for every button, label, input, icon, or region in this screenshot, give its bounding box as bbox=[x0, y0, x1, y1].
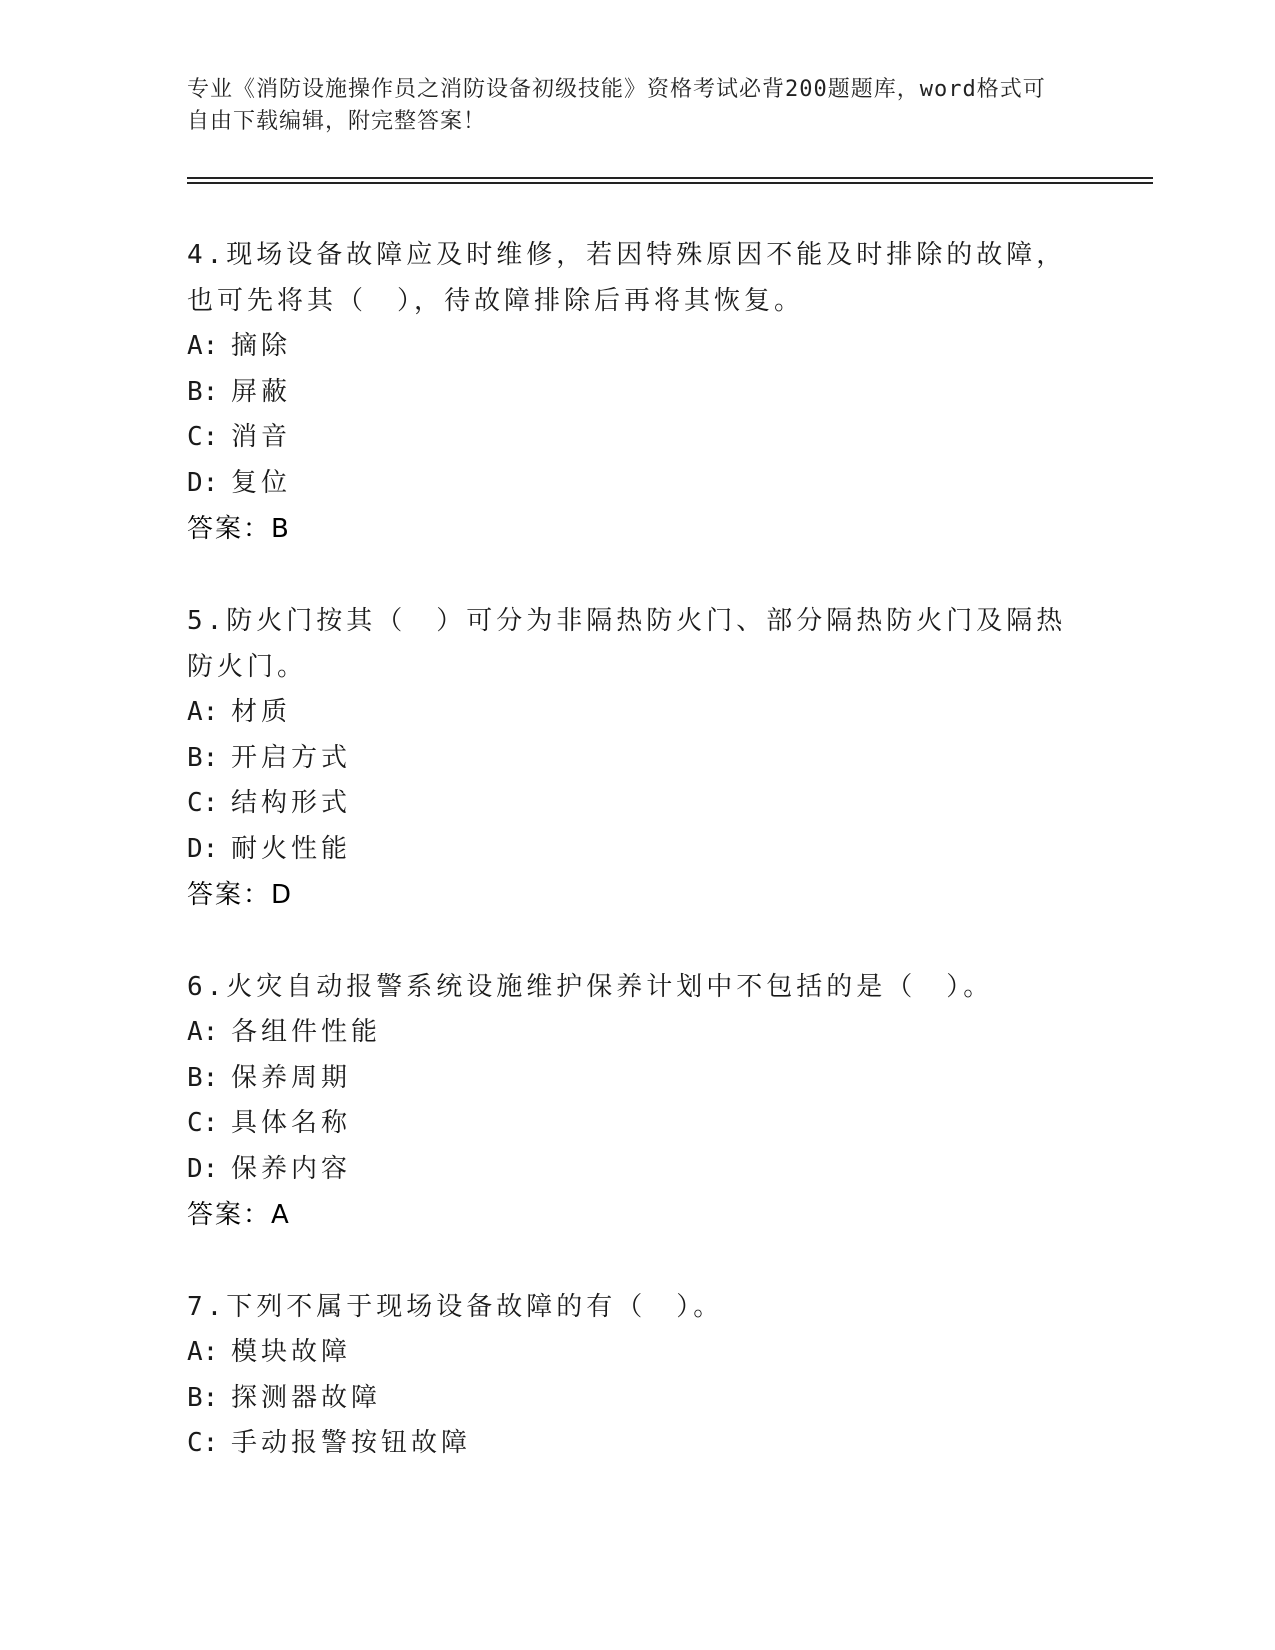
option-key: A: bbox=[187, 331, 219, 361]
question-item bbox=[187, 232, 1067, 552]
question-option bbox=[187, 1101, 1067, 1147]
question-item bbox=[187, 598, 1067, 918]
question-option bbox=[187, 324, 1067, 370]
question-option bbox=[187, 1330, 1067, 1376]
option-key: D: bbox=[187, 833, 219, 864]
option-text: 摘除 bbox=[231, 331, 292, 361]
question-option bbox=[187, 690, 1067, 736]
option-text: 各组件性能 bbox=[231, 1017, 382, 1047]
header-rule-top bbox=[187, 177, 1153, 179]
option-key: C: bbox=[187, 1428, 219, 1458]
question-option bbox=[187, 461, 1067, 507]
question-item bbox=[187, 1284, 1067, 1467]
option-text: 模块故障 bbox=[231, 1337, 352, 1367]
question-option bbox=[187, 1010, 1067, 1056]
document-header: 专业《消防设施操作员之消防设备初级技能》资格考试必背200题题库，word格式可自由下载编辑，附完整答案！ bbox=[187, 77, 1046, 134]
option-key: A: bbox=[187, 697, 219, 727]
option-key: B: bbox=[187, 742, 219, 773]
option-text: 耐火性能 bbox=[231, 833, 352, 864]
question-stem: 5.防火门按其（ ）可分为非隔热防火门、部分隔热防火门及隔热防火门。 bbox=[187, 606, 1067, 682]
question-option bbox=[187, 415, 1067, 461]
question-option bbox=[187, 827, 1067, 873]
question-option bbox=[187, 781, 1067, 827]
option-key: A: bbox=[187, 1017, 219, 1047]
header-rule-bottom bbox=[187, 182, 1153, 184]
option-key: D: bbox=[187, 1153, 219, 1184]
question-option bbox=[187, 1421, 1067, 1467]
question-option bbox=[187, 736, 1067, 782]
option-key: A: bbox=[187, 1337, 219, 1367]
option-key: B: bbox=[187, 1382, 219, 1413]
option-text: 保养内容 bbox=[231, 1153, 352, 1184]
option-text: 屏蔽 bbox=[231, 376, 292, 407]
question-option bbox=[187, 1056, 1067, 1102]
option-text: 复位 bbox=[231, 467, 292, 498]
question-option bbox=[187, 1147, 1067, 1193]
option-key: C: bbox=[187, 422, 219, 452]
question-option bbox=[187, 1376, 1067, 1422]
option-key: B: bbox=[187, 1062, 219, 1093]
option-text: 具体名称 bbox=[231, 1108, 352, 1138]
option-text: 消音 bbox=[231, 422, 292, 452]
option-text: 探测器故障 bbox=[231, 1382, 382, 1413]
option-text: 保养周期 bbox=[231, 1062, 352, 1093]
option-key: C: bbox=[187, 788, 219, 818]
question-stem: 7.下列不属于现场设备故障的有（ ）。 bbox=[187, 1292, 724, 1322]
question-list bbox=[187, 232, 1067, 1513]
option-key: D: bbox=[187, 467, 219, 498]
question-item bbox=[187, 964, 1067, 1238]
question-option bbox=[187, 370, 1067, 416]
question-answer: 答案：B bbox=[187, 514, 291, 544]
option-text: 材质 bbox=[231, 697, 292, 727]
question-stem: 4.现场设备故障应及时维修，若因特殊原因不能及时排除的故障，也可先将其（ ），待故障排除后再将其恢复。 bbox=[187, 240, 1067, 316]
option-text: 手动报警按钮故障 bbox=[231, 1428, 472, 1458]
option-text: 结构形式 bbox=[231, 788, 352, 818]
question-answer: 答案：D bbox=[187, 880, 294, 910]
option-text: 开启方式 bbox=[231, 742, 352, 773]
option-key: B: bbox=[187, 376, 219, 407]
question-answer: 答案：A bbox=[187, 1200, 291, 1230]
question-stem: 6.火灾自动报警系统设施维护保养计划中不包括的是（ ）。 bbox=[187, 972, 994, 1002]
option-key: C: bbox=[187, 1108, 219, 1138]
